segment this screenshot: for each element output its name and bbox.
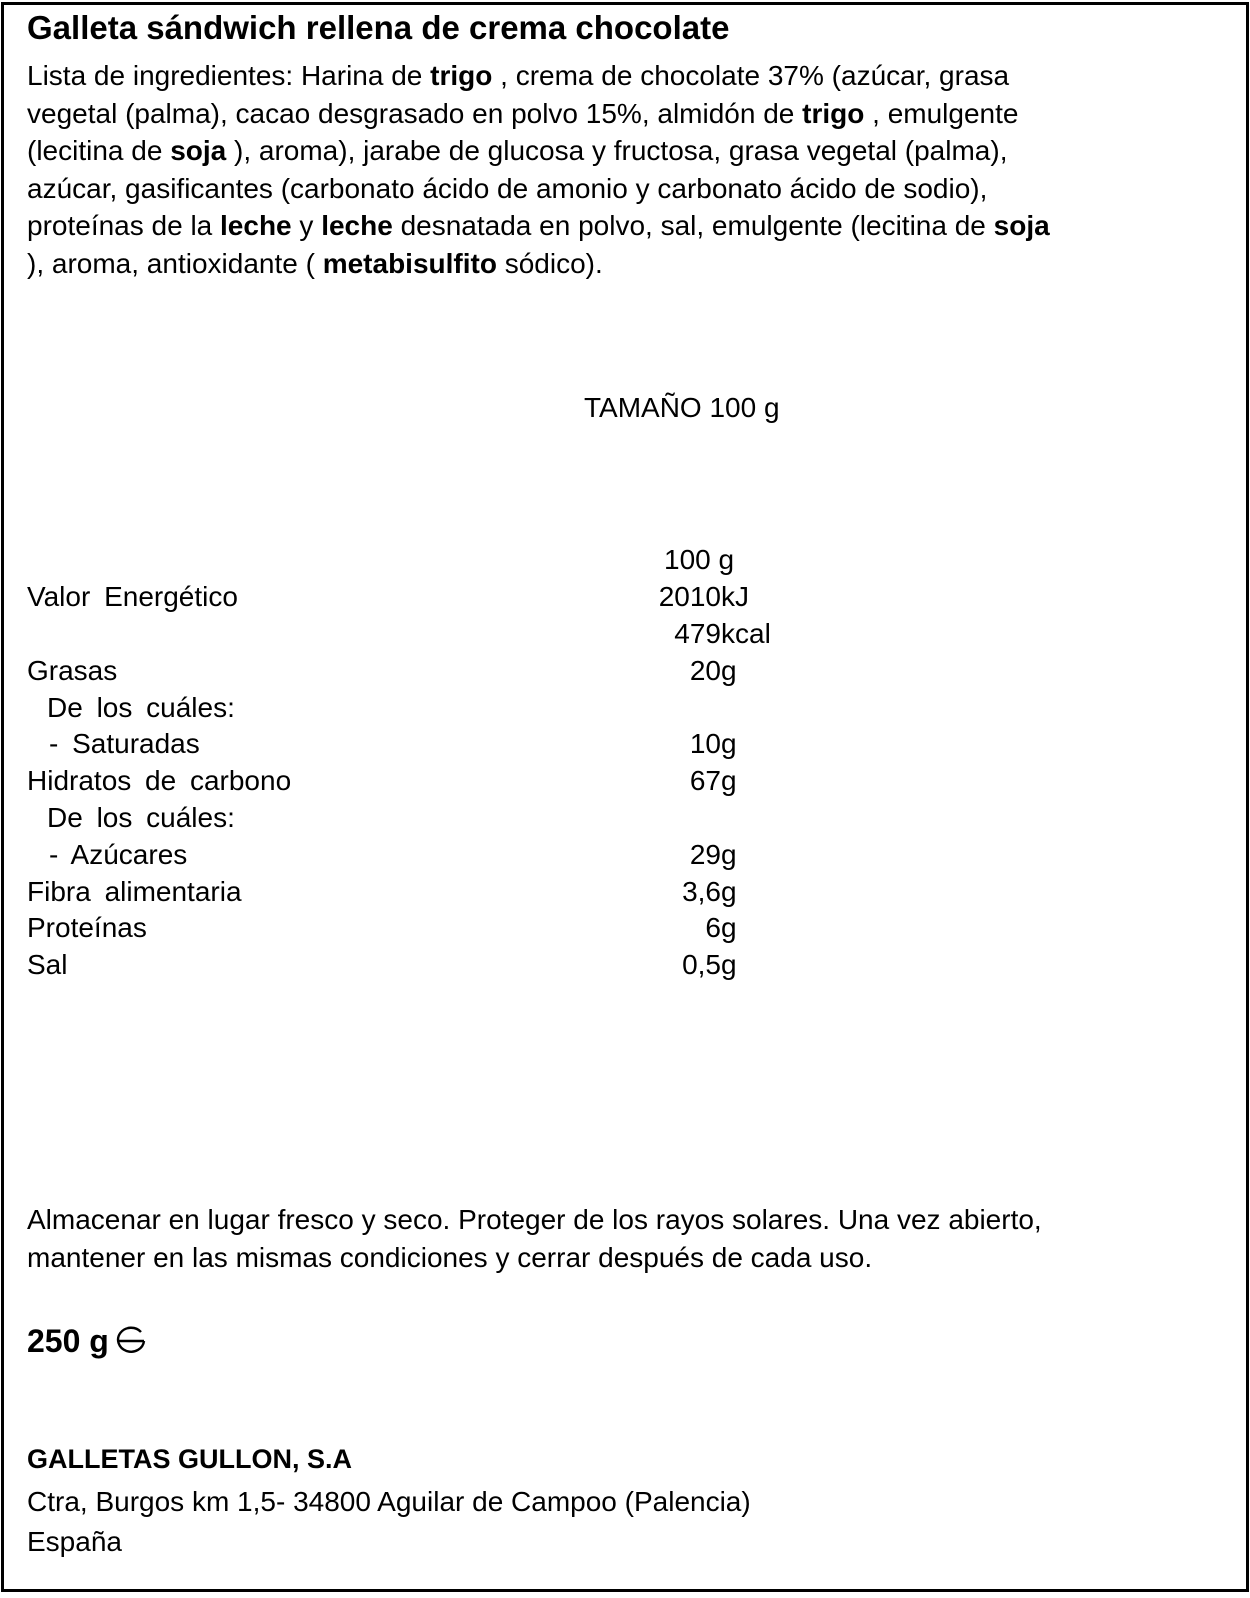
net-weight-value: 250 g [27, 1323, 109, 1359]
ingredient-text: ), aroma, antioxidante ( [27, 247, 323, 279]
nutrition-column-header: 100 g [664, 544, 735, 575]
ingredient-text: azúcar, gasificantes (carbonato ácido de amonio y carbonato ácido de sodio), [27, 172, 988, 204]
nutrition-row [4, 725, 1204, 762]
nutrient-amount: 6 [705, 912, 721, 943]
nutrition-row [4, 762, 1204, 799]
manufacturer-name: GALLETAS GULLON, S.A [27, 1444, 352, 1474]
manufacturer-country: España [27, 1526, 122, 1557]
allergen-text: metabisulfito [322, 247, 497, 279]
nutrition-row [4, 946, 1204, 983]
allergen-text: leche [220, 210, 292, 241]
nutrient-amount: 3,6 [682, 876, 721, 907]
nutrient-name: Proteínas [27, 912, 147, 943]
manufacturer-address: Ctra, Burgos km 1,5- 34800 Aguilar de Campoo (Palencia) [27, 1486, 751, 1517]
ingredient-text: vegetal (palma), cacao desgrasado en polvo 15%, almidón de [27, 97, 803, 129]
allergen-text: trigo [802, 97, 865, 129]
ingredients-line [27, 132, 1207, 170]
nutrient-unit: kJ [721, 581, 749, 612]
ingredient-text: (lecitina de [27, 135, 171, 166]
ingredients-line [27, 207, 1207, 245]
estimated-sign-icon [115, 1325, 147, 1363]
ingredient-text: , crema de chocolate 37% (azúcar, grasa [492, 60, 1010, 91]
ingredients-line [27, 245, 1207, 283]
net-weight [27, 1323, 147, 1363]
nutrient-name: Hidratos de carbono [27, 765, 292, 796]
storage-line: Almacenar en lugar fresco y seco. Proteger de los rayos solares. Una vez abierto, [27, 1204, 1042, 1235]
nutrient-unit: g [721, 839, 737, 870]
nutrient-name: De los cuáles: [47, 802, 235, 833]
nutrient-amount: 10 [689, 728, 721, 759]
nutrient-unit: g [721, 949, 737, 980]
product-label [1, 2, 1249, 1592]
allergen-text: leche [321, 210, 393, 241]
allergen-text: soja [170, 135, 227, 166]
nutrient-name: Sal [27, 949, 68, 980]
ingredient-text: proteínas de la [27, 210, 221, 241]
nutrient-name: - Azúcares [49, 839, 188, 870]
nutrient-amount: 2010 [658, 581, 721, 612]
ingredients-line [27, 95, 1207, 133]
nutrient-unit: g [721, 655, 737, 686]
product-title: Galleta sándwich rellena de crema chocolate [27, 9, 730, 46]
ingredients-list [27, 57, 1207, 282]
nutrient-amount: 0,5 [682, 949, 721, 980]
nutrient-amount: 29 [689, 839, 721, 870]
nutrition-row [4, 909, 1204, 946]
storage-instructions [27, 1201, 1227, 1276]
storage-line: mantener en las mismas condiciones y cerrar después de cada uso. [27, 1241, 873, 1273]
ingredient-text: y [291, 210, 322, 241]
ingredient-text: sódico). [496, 247, 603, 279]
ingredient-text: ), aroma), jarabe de glucosa y fructosa, grasa vegetal (palma), [226, 135, 1008, 166]
nutrient-amount: 20 [689, 655, 721, 686]
nutrition-row [4, 615, 1204, 652]
nutrient-amount: 67 [689, 765, 721, 796]
nutrient-unit: g [721, 912, 737, 943]
nutrition-row [4, 652, 1204, 689]
nutrition-row [4, 873, 1204, 910]
ingredients-line [27, 57, 1207, 95]
ingredients-line [27, 170, 1207, 208]
nutrient-name: Grasas [27, 655, 118, 686]
nutrient-name: De los cuáles: [47, 692, 235, 723]
nutrient-unit: g [721, 765, 737, 796]
ingredient-text: , emulgente [864, 97, 1019, 129]
nutrient-amount: 479 [674, 618, 721, 649]
ingredient-text: Lista de ingredientes: Harina de [27, 60, 431, 91]
nutrient-name: - Saturadas [49, 728, 200, 759]
nutrient-unit: g [721, 876, 737, 907]
nutrient-name: Fibra alimentaria [27, 876, 242, 907]
nutrient-unit: kcal [721, 618, 771, 649]
ingredient-text: desnatada en polvo, sal, emulgente (lecitina de [392, 210, 994, 241]
nutrient-unit: g [721, 728, 737, 759]
allergen-text: trigo [430, 60, 493, 91]
allergen-text: soja [993, 210, 1050, 241]
nutrition-row [4, 836, 1204, 873]
nutrition-row [4, 578, 1204, 615]
nutrition-row [4, 689, 1204, 726]
nutrition-row [4, 799, 1204, 836]
serving-size: TAMAÑO 100 g [584, 392, 780, 423]
nutrient-name: Valor Energético [27, 581, 238, 612]
